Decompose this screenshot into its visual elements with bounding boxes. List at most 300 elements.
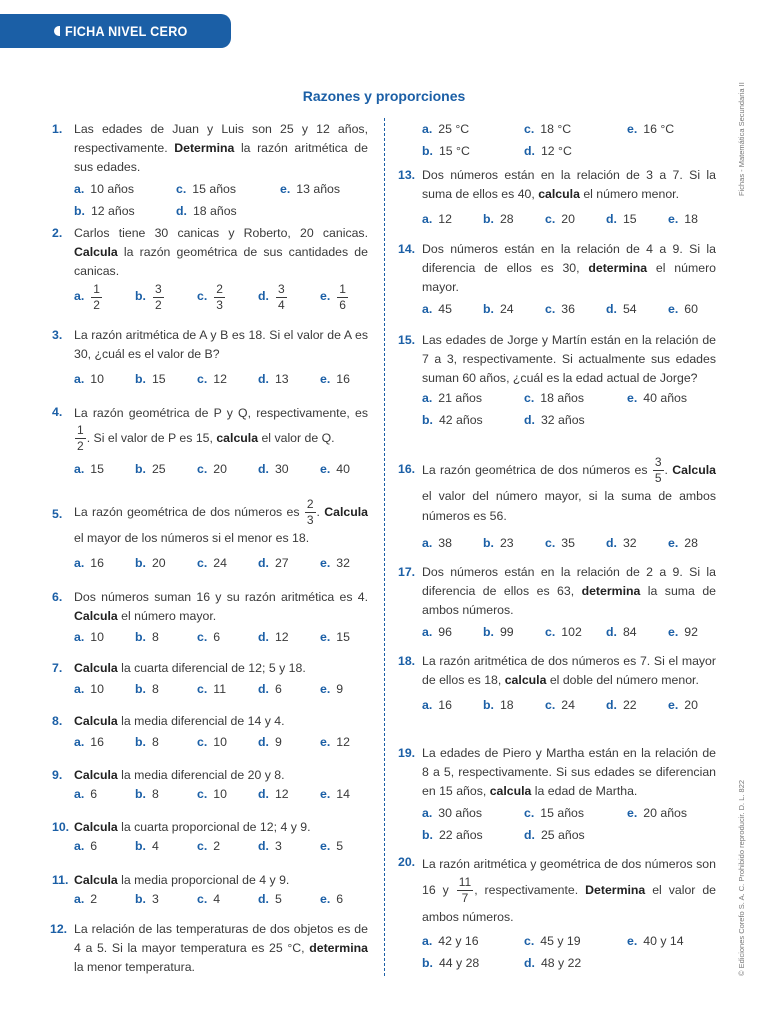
option-letter: c. bbox=[197, 892, 208, 907]
question-text-part: 1 bbox=[77, 423, 84, 437]
option-b bbox=[422, 411, 483, 430]
question-text-part: la cuarta diferencial de 12; 5 y 18. bbox=[117, 661, 306, 675]
option-letter: b. bbox=[422, 412, 433, 427]
option-value: 15 años bbox=[192, 181, 237, 196]
option-a bbox=[422, 696, 452, 715]
option-letter: a. bbox=[422, 624, 433, 639]
option-a bbox=[422, 623, 452, 642]
option-value: 10 bbox=[90, 372, 104, 387]
header-tab bbox=[0, 14, 231, 48]
option-letter: a. bbox=[422, 805, 433, 820]
option-letter: b. bbox=[135, 630, 146, 645]
option-letter: c. bbox=[197, 462, 208, 476]
option-value: 12 bbox=[213, 372, 227, 387]
option-a bbox=[422, 120, 469, 139]
option-letter: c. bbox=[524, 390, 535, 405]
option-letter: e. bbox=[668, 212, 679, 227]
option-letter: e. bbox=[320, 787, 331, 802]
question-text bbox=[422, 455, 716, 526]
option-value: 84 bbox=[622, 624, 637, 639]
option-b bbox=[135, 890, 159, 909]
option-letter: a. bbox=[422, 122, 433, 136]
option-value: 1 bbox=[93, 281, 100, 296]
option-letter: e. bbox=[627, 122, 638, 136]
option-value: 18 bbox=[684, 212, 698, 227]
question-text-part: la media diferencial de 14 y 4. bbox=[117, 714, 285, 728]
options-row bbox=[74, 368, 368, 390]
question-19 bbox=[398, 744, 716, 848]
option-d bbox=[258, 460, 289, 479]
question-3 bbox=[52, 326, 368, 390]
option-letter: a. bbox=[74, 839, 85, 854]
question-text-part: la menor temperatura. bbox=[74, 960, 195, 975]
question-20 bbox=[398, 853, 716, 976]
option-value: 54 bbox=[622, 301, 637, 316]
options-row bbox=[422, 298, 716, 320]
option-value: 18 años bbox=[192, 203, 237, 218]
question-1 bbox=[52, 120, 368, 222]
option-e bbox=[668, 300, 698, 319]
option-value bbox=[276, 282, 287, 313]
option-value: 20 bbox=[151, 556, 166, 570]
question-text-part: Las edades de Jorge y Martín están en la relación de 7 a 3, respectivamente. Si actualmente sus edades suman 60 años, ¿cuál es la edad actual de Jorge? bbox=[422, 333, 716, 386]
option-value: 6 bbox=[213, 630, 221, 645]
question-5 bbox=[52, 497, 368, 574]
option-value: 20 años bbox=[643, 805, 688, 820]
options-row bbox=[74, 678, 368, 700]
option-letter: c. bbox=[197, 682, 208, 697]
question-17 bbox=[398, 563, 716, 643]
option-letter: e. bbox=[320, 289, 331, 304]
question-text-part: Calcula bbox=[74, 609, 118, 624]
question-text-part: la suma de ambos números. bbox=[422, 584, 716, 618]
option-letter: c. bbox=[176, 181, 187, 196]
option-a bbox=[74, 370, 104, 389]
option-value: 6 bbox=[90, 839, 98, 854]
option-letter: e. bbox=[320, 372, 331, 387]
question-text-part: el valor de ambos números. bbox=[422, 882, 716, 924]
option-value: 18 °C bbox=[540, 122, 572, 136]
question-text-part: Dos números están en la relación de 2 a 9. Si la diferencia de ellos es 63, bbox=[422, 565, 716, 599]
option-letter: a. bbox=[422, 934, 433, 948]
option-value bbox=[214, 282, 225, 313]
question-text-part: 5 bbox=[654, 471, 662, 485]
option-c bbox=[524, 932, 581, 951]
option-value: 30 años bbox=[438, 805, 483, 820]
option-letter: b. bbox=[483, 536, 494, 550]
option-d bbox=[176, 202, 237, 221]
option-value: 6 bbox=[339, 297, 346, 312]
question-text-part: La razón aritmética y geométrica de dos números son 16 y bbox=[422, 857, 716, 897]
question-text-part: Calcula bbox=[672, 462, 716, 477]
options-row-2 bbox=[74, 200, 368, 222]
option-value: 3 bbox=[154, 281, 162, 296]
option-value: 24 bbox=[213, 556, 227, 570]
option-b bbox=[135, 837, 159, 856]
question-text bbox=[74, 766, 368, 785]
question-text bbox=[422, 853, 716, 928]
option-letter: b. bbox=[483, 624, 494, 639]
option-c bbox=[197, 460, 227, 479]
option-d bbox=[258, 837, 282, 856]
options-row bbox=[422, 694, 716, 716]
option-value: 6 bbox=[90, 787, 98, 802]
option-letter: a. bbox=[74, 289, 85, 304]
option-d bbox=[606, 696, 637, 715]
option-value: 2 bbox=[154, 297, 162, 312]
option-a bbox=[74, 837, 97, 856]
option-c bbox=[545, 534, 575, 553]
option-value: 22 bbox=[622, 698, 637, 713]
question-number: 17. bbox=[398, 565, 416, 579]
option-letter: b. bbox=[422, 956, 433, 970]
option-letter: c. bbox=[197, 630, 208, 645]
option-value: 15 bbox=[151, 372, 166, 387]
option-value: 8 bbox=[151, 787, 159, 802]
question-13 bbox=[398, 166, 716, 230]
option-letter: e. bbox=[320, 556, 331, 570]
option-value: 2 bbox=[90, 892, 98, 907]
option-value: 23 bbox=[499, 536, 514, 550]
option-b bbox=[135, 628, 159, 647]
option-value: 15 bbox=[336, 630, 350, 645]
question-14 bbox=[398, 240, 716, 320]
question-number: 13. bbox=[398, 168, 416, 182]
question-text-part: . Si el valor de P es 15, bbox=[86, 430, 217, 445]
option-b bbox=[135, 733, 159, 752]
option-b bbox=[422, 142, 470, 161]
question-number: 6. bbox=[52, 590, 63, 604]
option-b bbox=[135, 460, 166, 479]
option-letter: b. bbox=[135, 682, 146, 697]
question-number: 12. bbox=[50, 922, 68, 936]
option-value: 35 bbox=[561, 536, 575, 550]
option-letter: a. bbox=[422, 212, 433, 227]
option-value: 16 °C bbox=[643, 122, 675, 136]
option-value: 15 bbox=[622, 212, 637, 227]
option-value: 45 y 19 bbox=[540, 934, 581, 948]
question-18 bbox=[398, 652, 716, 716]
option-letter: d. bbox=[258, 372, 269, 387]
question-text bbox=[422, 744, 716, 802]
question-4 bbox=[52, 403, 368, 480]
question-text-part: 11 bbox=[458, 875, 472, 889]
question-15 bbox=[398, 331, 716, 433]
option-b bbox=[135, 785, 159, 804]
option-c bbox=[197, 680, 226, 699]
question-text-part: 2 bbox=[306, 497, 314, 511]
option-value bbox=[337, 282, 348, 313]
question-text-part: calcula bbox=[489, 784, 532, 799]
option-letter: c. bbox=[197, 839, 208, 854]
question-number: 19. bbox=[398, 746, 416, 760]
side-caption-bottom: © Ediciones Corefo S. A. C. Prohibido reproducir. D. L. 822 bbox=[737, 779, 746, 976]
option-letter: c. bbox=[545, 536, 556, 550]
question-text bbox=[74, 712, 368, 731]
option-d bbox=[258, 282, 288, 313]
option-letter: a. bbox=[74, 630, 85, 645]
question-text-part: el valor del número mayor, si la suma de ambos números es 56. bbox=[422, 489, 716, 523]
question-6 bbox=[52, 588, 368, 648]
option-letter: a. bbox=[74, 787, 85, 802]
option-c bbox=[197, 628, 220, 647]
option-e bbox=[320, 370, 350, 389]
option-e bbox=[668, 534, 698, 553]
option-e bbox=[320, 890, 343, 909]
option-letter: c. bbox=[197, 372, 208, 387]
options-row bbox=[422, 621, 716, 643]
option-c bbox=[524, 120, 571, 139]
option-letter: a. bbox=[74, 556, 85, 570]
options-row-2 bbox=[422, 142, 716, 164]
option-b bbox=[483, 623, 514, 642]
option-value: 10 bbox=[90, 682, 104, 697]
question-text bbox=[74, 659, 368, 678]
option-a bbox=[74, 554, 104, 573]
option-letter: d. bbox=[606, 624, 617, 639]
question-text-part: Carlos tiene 30 canicas y Roberto, 20 canicas. bbox=[74, 226, 368, 240]
option-d bbox=[258, 554, 289, 573]
question-text-part: el número mayor. bbox=[117, 609, 217, 624]
question-text-part: Dos números suman 16 y su razón aritmética es 4. bbox=[74, 590, 368, 604]
question-number: 18. bbox=[398, 654, 416, 668]
question-10 bbox=[52, 818, 368, 857]
question-12-options bbox=[422, 120, 716, 164]
option-letter: c. bbox=[545, 301, 556, 316]
question-text-part: el mayor de los números si el menor es 18. bbox=[74, 531, 310, 545]
question-text-part: la cuarta proporcional de 12; 4 y 9. bbox=[117, 820, 311, 834]
option-letter: a. bbox=[422, 698, 433, 713]
question-text-part: Dos números están en la relación de 3 a 7. Si la suma de ellos es 40, bbox=[422, 168, 716, 202]
option-value: 3 bbox=[216, 297, 223, 312]
question-text-part: La relación de las temperaturas de dos objetos es de 4 a 5. Si la mayor temperatura es 25 °C, bbox=[74, 922, 368, 956]
option-e bbox=[668, 623, 698, 642]
option-value: 25 años bbox=[540, 827, 585, 842]
option-c bbox=[197, 282, 226, 313]
option-value: 36 bbox=[561, 301, 575, 316]
question-number: 1. bbox=[52, 122, 63, 136]
option-letter: a. bbox=[74, 735, 85, 750]
option-c bbox=[545, 696, 575, 715]
options-row bbox=[74, 890, 368, 910]
option-e bbox=[627, 120, 674, 139]
question-text bbox=[422, 240, 716, 298]
question-text-part: La razón aritmética de dos números es 7. Si el mayor de ellos es 18, bbox=[422, 654, 716, 688]
option-b bbox=[483, 534, 514, 553]
option-value: 14 bbox=[336, 787, 350, 802]
options-row bbox=[74, 282, 368, 322]
option-letter: c. bbox=[545, 212, 556, 227]
option-a bbox=[422, 210, 452, 229]
option-letter: b. bbox=[74, 203, 85, 218]
option-value: 21 años bbox=[438, 390, 483, 405]
option-value: 18 bbox=[499, 698, 514, 713]
option-value: 40 y 14 bbox=[643, 934, 684, 948]
options-row bbox=[74, 837, 368, 857]
question-text-part: calcula bbox=[216, 430, 259, 445]
option-b bbox=[483, 300, 514, 319]
option-letter: b. bbox=[483, 212, 494, 227]
option-d bbox=[606, 300, 637, 319]
question-number: 10. bbox=[52, 820, 70, 834]
option-letter: e. bbox=[280, 181, 291, 196]
option-letter: e. bbox=[320, 892, 331, 907]
question-number: 15. bbox=[398, 333, 416, 347]
option-letter: d. bbox=[258, 787, 269, 802]
option-value: 5 bbox=[274, 892, 282, 907]
question-number: 9. bbox=[52, 768, 63, 782]
question-text-part: Calcula bbox=[74, 661, 118, 675]
option-value: 16 bbox=[90, 735, 104, 750]
option-value: 28 bbox=[499, 212, 514, 227]
question-text-part: 3 bbox=[306, 513, 314, 527]
option-letter: c. bbox=[524, 934, 535, 948]
question-number: 7. bbox=[52, 661, 63, 675]
option-letter: d. bbox=[258, 630, 269, 645]
question-text-part: calcula bbox=[504, 673, 547, 688]
option-value: 44 y 28 bbox=[438, 956, 480, 970]
option-value: 3 bbox=[274, 839, 282, 854]
option-value: 11 bbox=[213, 682, 227, 697]
option-letter: d. bbox=[606, 212, 617, 227]
option-c bbox=[197, 370, 227, 389]
option-letter: e. bbox=[320, 462, 331, 476]
option-letter: d. bbox=[606, 536, 617, 550]
option-value: 99 bbox=[499, 624, 514, 639]
option-value: 27 bbox=[274, 556, 289, 570]
option-e bbox=[627, 389, 687, 408]
option-a bbox=[74, 890, 97, 909]
options-row-1 bbox=[422, 804, 716, 826]
question-text bbox=[422, 166, 716, 204]
option-e bbox=[280, 180, 340, 199]
option-letter: a. bbox=[74, 372, 85, 387]
header-label: FICHA NIVEL CERO bbox=[65, 23, 188, 39]
question-text bbox=[422, 563, 716, 621]
option-letter: d. bbox=[524, 412, 535, 427]
question-text bbox=[74, 871, 368, 890]
option-letter: c. bbox=[197, 787, 208, 802]
question-text bbox=[74, 818, 368, 837]
option-c bbox=[197, 733, 227, 752]
option-a bbox=[74, 282, 103, 313]
question-text bbox=[74, 326, 368, 364]
option-value: 10 bbox=[213, 787, 227, 802]
option-value: 22 años bbox=[438, 827, 483, 842]
option-a bbox=[422, 534, 452, 553]
option-value: 4 bbox=[151, 839, 159, 854]
question-9 bbox=[52, 766, 368, 805]
question-number: 20. bbox=[398, 855, 416, 869]
question-11 bbox=[52, 871, 368, 910]
question-text bbox=[74, 920, 368, 978]
option-a bbox=[422, 932, 479, 951]
question-text bbox=[74, 403, 368, 454]
option-c bbox=[197, 837, 220, 856]
question-text-part: La razón geométrica de dos números es bbox=[422, 462, 652, 477]
question-12 bbox=[50, 920, 368, 978]
option-b bbox=[74, 202, 135, 221]
question-text-part: el doble del número menor. bbox=[546, 673, 699, 688]
option-letter: b. bbox=[135, 735, 146, 750]
option-e bbox=[627, 804, 687, 823]
option-value: 12 °C bbox=[540, 144, 572, 158]
column-divider bbox=[384, 118, 385, 976]
option-a bbox=[74, 180, 134, 199]
option-letter: e. bbox=[320, 735, 331, 750]
question-text-part: La razón geométrica de P y Q, respectivamente, es bbox=[74, 406, 368, 420]
options-row-2 bbox=[422, 954, 716, 976]
question-text-part bbox=[457, 875, 473, 906]
page-title: Razones y proporciones bbox=[302, 88, 466, 104]
question-text-part: determina bbox=[309, 941, 368, 956]
question-text-part: La razón aritmética de A y B es 18. Si el valor de A es 30, ¿cuál es el valor de B? bbox=[74, 328, 368, 362]
option-value: 45 bbox=[438, 301, 452, 316]
option-value: 8 bbox=[151, 682, 159, 697]
option-value: 5 bbox=[336, 839, 344, 854]
option-letter: e. bbox=[668, 301, 679, 316]
option-d bbox=[524, 826, 585, 845]
option-d bbox=[524, 954, 581, 973]
question-16 bbox=[398, 455, 716, 554]
option-letter: b. bbox=[422, 144, 433, 158]
option-letter: b. bbox=[135, 372, 146, 387]
option-letter: d. bbox=[524, 956, 535, 970]
option-letter: b. bbox=[135, 787, 146, 802]
option-value: 13 bbox=[274, 372, 289, 387]
option-e bbox=[668, 210, 698, 229]
question-text bbox=[74, 497, 368, 548]
option-d bbox=[258, 680, 282, 699]
question-text-part: calcula bbox=[538, 187, 580, 202]
option-letter: b. bbox=[483, 301, 494, 316]
question-text bbox=[74, 120, 368, 178]
question-text-part: la media diferencial de 20 y 8. bbox=[117, 768, 285, 782]
question-text-part: . bbox=[316, 504, 325, 519]
option-value: 28 bbox=[684, 536, 698, 550]
question-text-part: Las edades de Juan y Luis son 25 y 12 años, respectivamente. bbox=[74, 122, 368, 156]
option-c bbox=[545, 210, 575, 229]
option-letter: c. bbox=[197, 289, 208, 304]
option-c bbox=[524, 804, 584, 823]
question-number: 2. bbox=[52, 226, 63, 240]
option-value: 2 bbox=[93, 297, 100, 312]
option-e bbox=[320, 837, 343, 856]
option-c bbox=[176, 180, 236, 199]
option-value: 9 bbox=[274, 735, 282, 750]
option-value: 96 bbox=[438, 624, 452, 639]
question-text-part: el número menor. bbox=[579, 187, 680, 202]
question-text-part: la razón geométrica de sus cantidades de canicas. bbox=[74, 245, 368, 279]
option-value: 13 años bbox=[296, 181, 341, 196]
option-value: 8 bbox=[151, 735, 159, 750]
options-row-1 bbox=[422, 389, 716, 411]
option-value: 10 bbox=[90, 630, 104, 645]
option-d bbox=[258, 890, 282, 909]
option-letter: c. bbox=[524, 122, 535, 136]
side-caption-top: Fichas - Matemática Secundaria II bbox=[737, 82, 746, 196]
option-letter: e. bbox=[668, 624, 679, 639]
options-row bbox=[74, 785, 368, 805]
option-b bbox=[422, 954, 479, 973]
option-letter: b. bbox=[135, 556, 146, 570]
option-letter: d. bbox=[258, 682, 269, 697]
question-text-part: 3 bbox=[654, 455, 662, 469]
question-number: 8. bbox=[52, 714, 63, 728]
option-letter: d. bbox=[524, 144, 535, 158]
option-letter: a. bbox=[74, 181, 85, 196]
option-a bbox=[74, 628, 104, 647]
